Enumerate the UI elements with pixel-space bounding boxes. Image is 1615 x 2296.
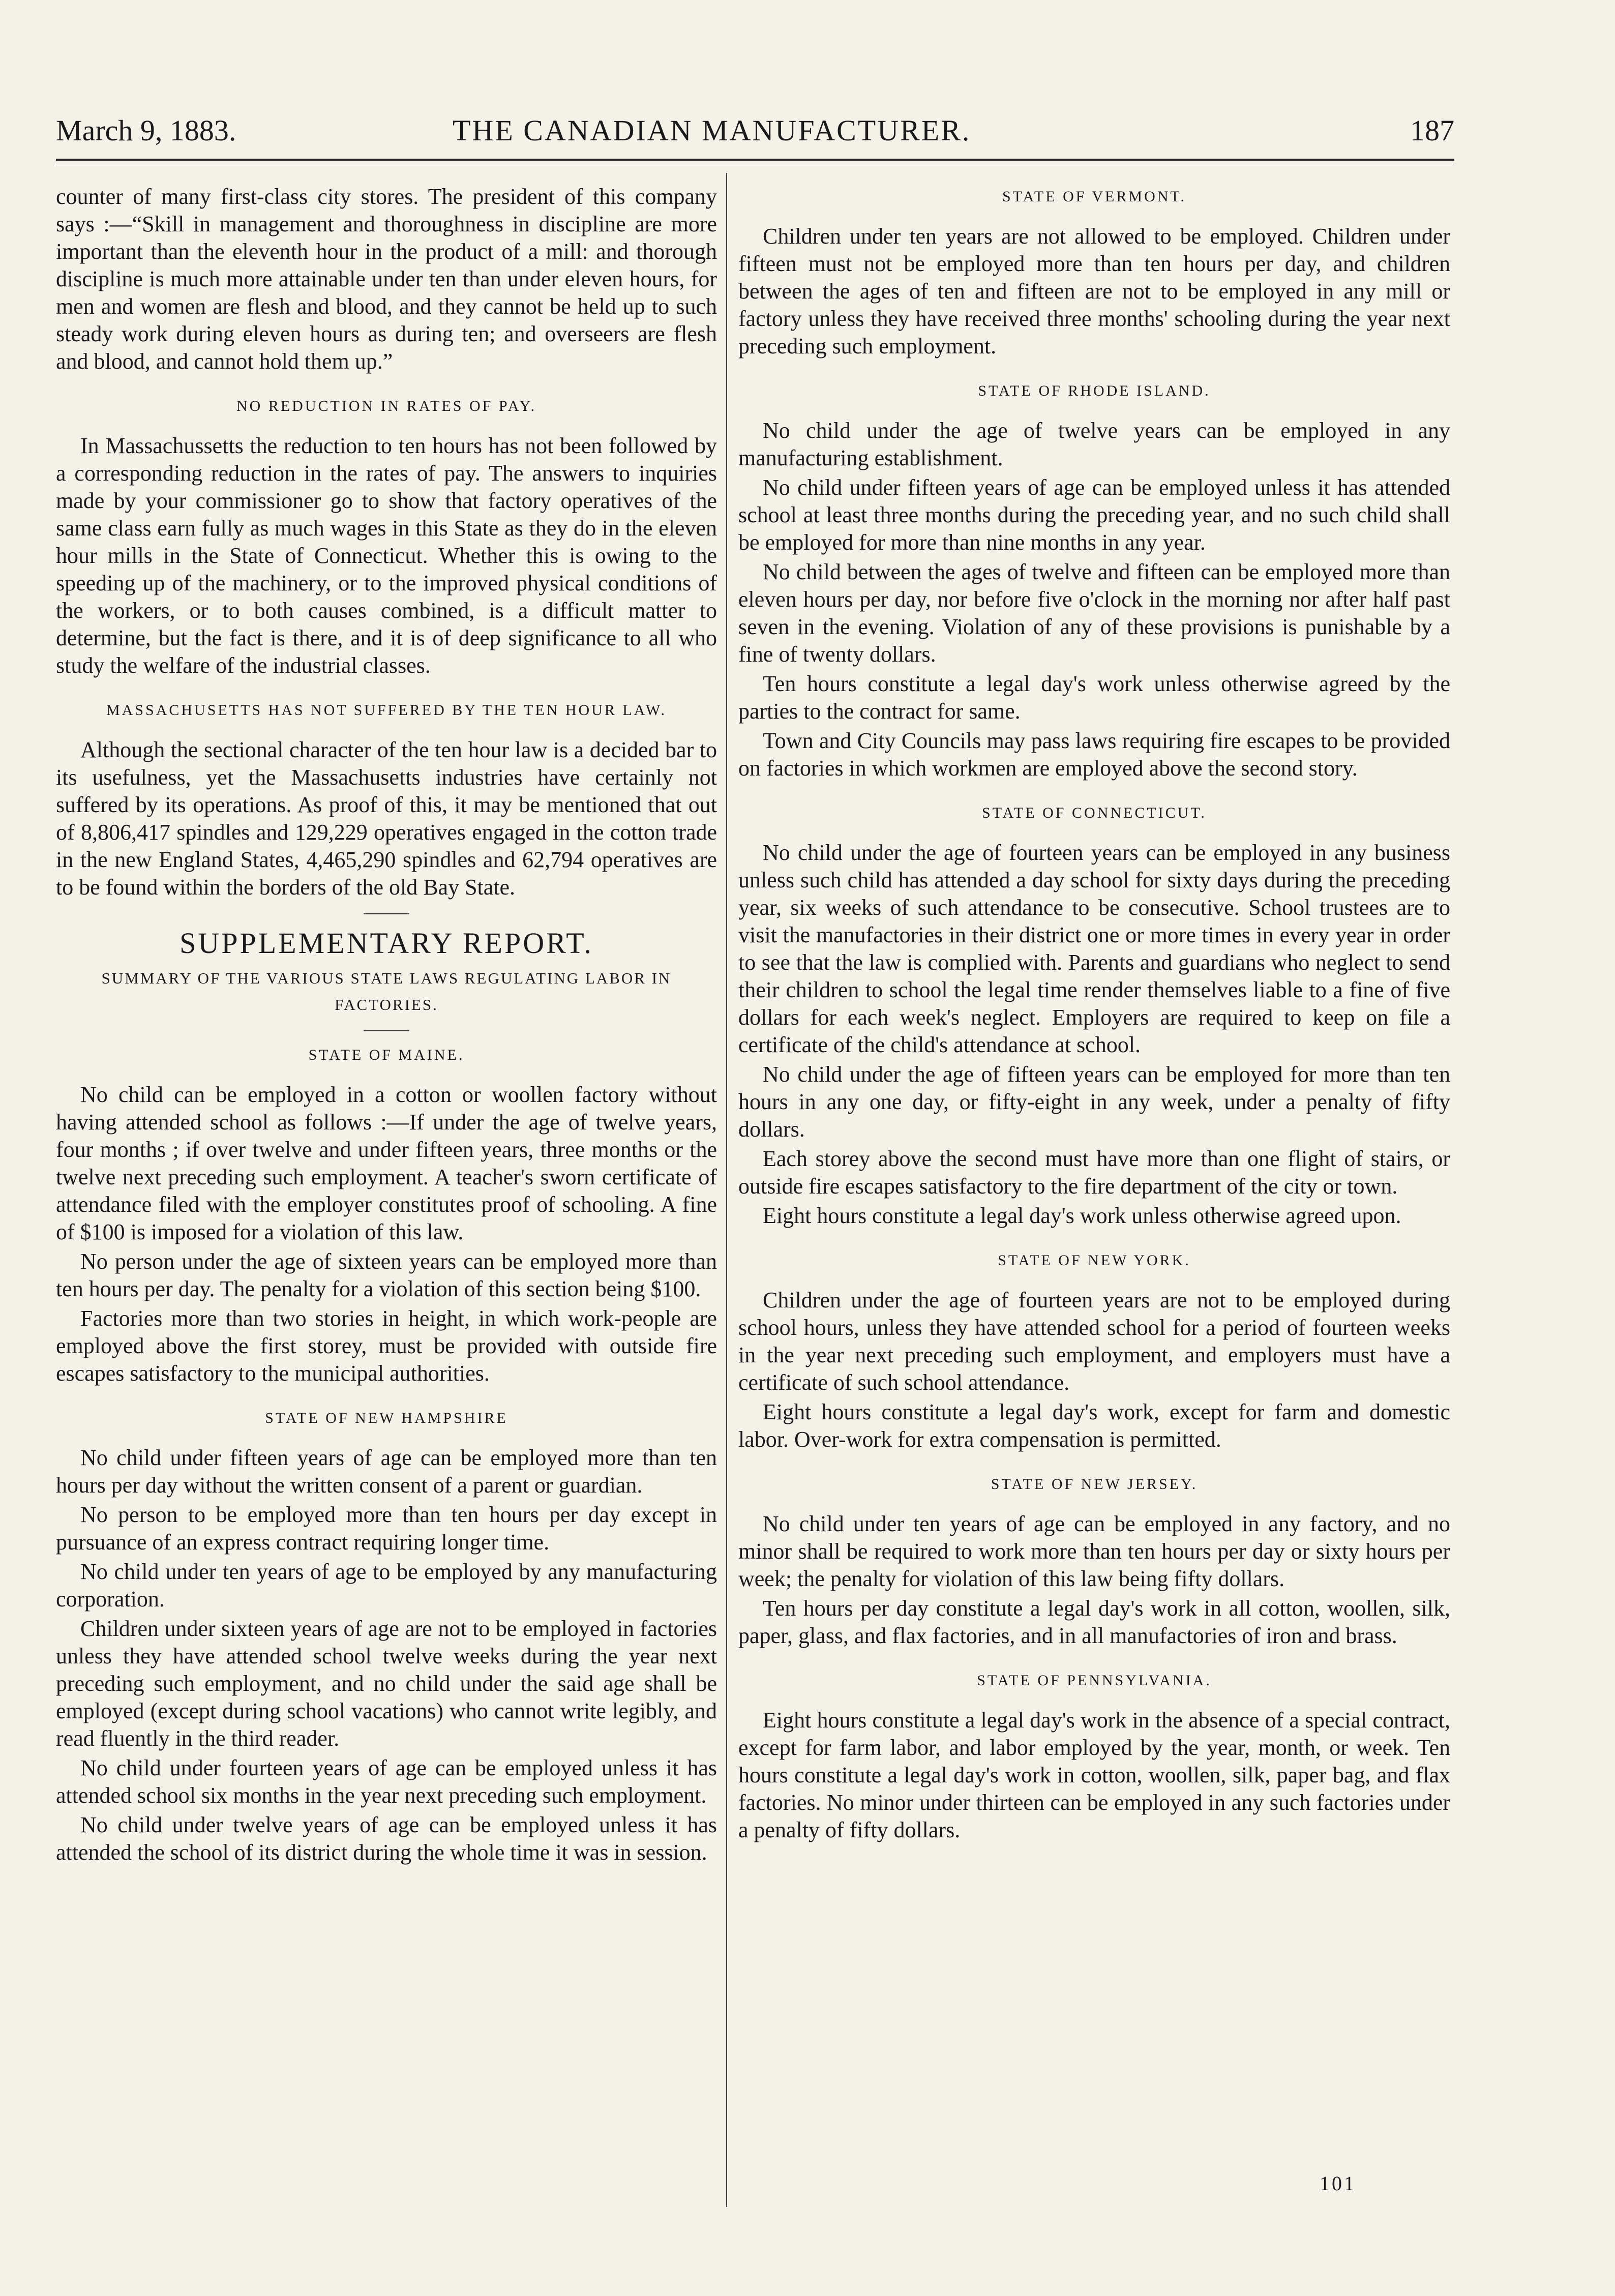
report-subheading: SUMMARY OF THE VARIOUS STATE LAWS REGULATING LABOR IN FACTORIES. [101, 969, 672, 1013]
paragraph: No child can be employed in a cotton or woollen factory without having attended school as follows :—If under the age of twelve years, four months ; if over twelve and under fifteen years, three months or the twelve next preceding such employment. A teacher's sworn certificate of attendance filed with the employer constitutes proof of schooling. A fine of $100 is imposed for a violation of this law. [56, 1082, 717, 1244]
short-divider [364, 1030, 409, 1031]
section-heading: NO REDUCTION IN RATES OF PAY. [236, 398, 536, 414]
paragraph: Eight hours constitute a legal day's work, except for farm and domestic labor. Over-work for extra compensation is permitted. [738, 1399, 1450, 1452]
paragraph: No child under fifteen years of age can be employed unless it has attended school at least three months during the preceding year, and no such child shall be employed for more than nine months in any year. [738, 475, 1450, 555]
paragraph: No child under fourteen years of age can be employed unless it has attended school six months in the year next preceding such employment. [56, 1755, 717, 1808]
left-column [56, 183, 717, 1868]
paragraph: Town and City Councils may pass laws requiring fire escapes to be provided on factories in which workmen are employed above the second story. [738, 728, 1450, 781]
header-rule [56, 159, 1454, 161]
paragraph: No child under fifteen years of age can be employed more than ten hours per day without the written consent of a parent or guardian. [56, 1445, 717, 1498]
paragraph: No child between the ages of twelve and fifteen can be employed more than eleven hours per day, nor before five o'clock in the morning nor after half past seven in the evening. Violation of any of these provisions is punishable by a fine of twenty dollars. [738, 559, 1450, 667]
state-heading-rhode-island: STATE OF RHODE ISLAND. [978, 382, 1211, 399]
paragraph: No child under the age of fourteen years can be employed in any business unless such child has attended a day school for sixty days during the preceding year, six weeks of such attendance to be consecutive. School trustees are to visit the manufactories in their district one or more times in every year in order to see that the law is complied with. Parents and guardians who neglect to send their children to school the legal time render themselves liable to a fine of five dollars for each week's neglect. Employers are required to keep on file a certificate of the child's attendance at school. [738, 840, 1450, 1057]
paragraph: Factories more than two stories in height, in which work-people are employed above the first storey, must be provided with outside fire escapes satisfactory to the municipal authorities. [56, 1306, 717, 1386]
paragraph: Each storey above the second must have more than one flight of stairs, or outside fire escapes satisfactory to the fire department of the city or town. [738, 1146, 1450, 1199]
paragraph: Eight hours constitute a legal day's work unless otherwise agreed upon. [763, 1203, 1401, 1228]
page-number: 187 [1410, 114, 1454, 147]
short-divider [364, 913, 409, 914]
publication-title: THE CANADIAN MANUFACTURER. [453, 114, 971, 147]
paragraph: No child under ten years of age can be employed in any factory, and no minor shall be required to work more than ten hours per day or sixty hours per week; the penalty for violation of this law being fifty dollars. [738, 1511, 1450, 1591]
section-heading: MASSACHUSETTS HAS NOT SUFFERED BY THE TEN HOUR LAW. [106, 702, 667, 719]
state-heading-pennsylvania: STATE OF PENNSYLVANIA. [977, 1672, 1212, 1689]
state-heading-maine: STATE OF MAINE. [308, 1047, 465, 1063]
state-heading-new-jersey: STATE OF NEW JERSEY. [991, 1476, 1198, 1493]
signature-number: 101 [1320, 2172, 1356, 2195]
state-heading-connecticut: STATE OF CONNECTICUT. [982, 804, 1207, 821]
paragraph: No child under the age of fifteen years can be employed for more than ten hours in any one day, or fifty-eight in any week, under a penalty of fifty dollars. [738, 1062, 1450, 1142]
paragraph: Children under sixteen years of age are not to be employed in factories unless they have attended school twelve weeks during the year next preceding such employment, and no child under the said age shall be employed (except during school vacations) who cannot write legibly, and read fluently in the third reader. [56, 1616, 717, 1751]
state-heading-vermont: STATE OF VERMONT. [1002, 188, 1186, 205]
page-header [56, 104, 1454, 150]
paragraph: Ten hours per day constitute a legal day's work in all cotton, woollen, silk, paper, glass, and flax factories, and in all manufactories of iron and brass. [738, 1596, 1450, 1648]
paragraph: No child under the age of twelve years can be employed in any manufacturing establishment. [738, 418, 1450, 470]
paragraph: Although the sectional character of the ten hour law is a decided bar to its usefulness, yet the Massachusetts industries have certainly not suffered by its operations. As proof of this, it may be mentioned that out of 8,806,417 spindles and 129,229 operatives engaged in the cotton trade in the new England States, 4,465,290 spindles and 62,794 operatives are to be found within the borders of the old Bay State. [56, 737, 717, 900]
paragraph: Eight hours constitute a legal day's work in the absence of a special contract, except for farm labor, and labor employed by the year, month, or week. Ten hours constitute a legal day's work in cotton, woollen, silk, paper bag, and flax factories. No minor under thirteen can be employed in any such factories under a penalty of fifty dollars. [738, 1708, 1450, 1842]
paragraph: In Massachussetts the reduction to ten hours has not been followed by a corresponding reduction in the rates of pay. The answers to inquiries made by your commissioner go to show that factory operatives of the same class earn fully as much wages in this State as they do in the eleven hour mills in the State of Connecticut. Whether this is owing to the speeding up of the machinery, or to the improved physical conditions of the workers, or to both causes combined, is a difficult matter to determine, but the fact is there, and it is of deep significance to all who study the welfare of the industrial classes. [56, 433, 717, 678]
paragraph: No person under the age of sixteen years can be employed more than ten hours per day. The penalty for a violation of this section being $100. [56, 1249, 717, 1301]
paragraph: No person to be employed more than ten hours per day except in pursuance of an express contract requiring longer time. [56, 1502, 717, 1555]
paragraph: counter of many first-class city stores. The president of this company says :—“Skill in management and thoroughness in discipline are more important than the eleventh hour in the product of a mill: and thorough discipline is much more attainable under ten than under eleven hours, for men and women are flesh and blood, and they cannot be held up to such steady work during eleven hours as during ten; and overseers are flesh and blood, and cannot hold them up.” [56, 184, 717, 374]
paragraph: Children under the age of fourteen years are not to be employed during school hours, unless they have attended school for a period of fourteen weeks in the year next preceding such employment, and employers must have a certificate of such school attendance. [738, 1288, 1450, 1395]
issue-date: March 9, 1883. [56, 114, 236, 147]
paragraph: Children under ten years are not allowed to be employed. Children under fifteen must not be employed more than ten hours per day, and children between the ages of ten and fifteen are not to be employed in any mill or factory unless they have received three months' schooling during the year next preceding such employment. [738, 224, 1450, 359]
right-column [738, 183, 1450, 1846]
state-heading-new-hampshire: STATE OF NEW HAMPSHIRE [265, 1410, 508, 1426]
paragraph: No child under twelve years of age can be employed unless it has attended the school of its district during the whole time it was in session. [56, 1812, 717, 1865]
paragraph: No child under ten years of age to be employed by any manufacturing corporation. [56, 1559, 717, 1612]
report-heading: SUPPLEMENTARY REPORT. [180, 927, 593, 960]
paragraph: Ten hours constitute a legal day's work unless otherwise agreed by the parties to the contract for same. [738, 671, 1450, 724]
state-heading-new-york: STATE OF NEW YORK. [998, 1252, 1191, 1269]
column-divider [726, 173, 727, 2207]
